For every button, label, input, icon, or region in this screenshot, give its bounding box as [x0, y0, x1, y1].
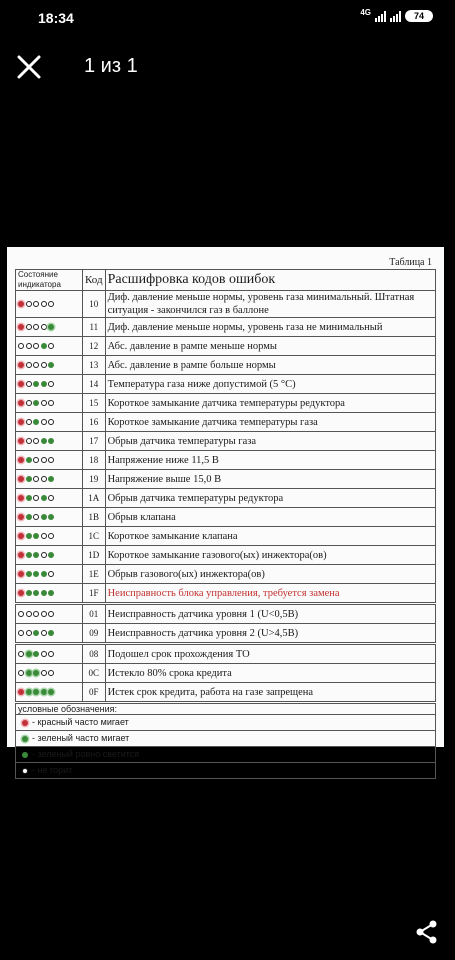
indicator-led-icon [18, 670, 24, 676]
indicator-led-icon [33, 611, 39, 617]
indicator-cell [16, 337, 83, 356]
error-description: Абс. давление в рампе меньше нормы [105, 337, 435, 356]
indicator-led-icon [33, 630, 39, 636]
error-code: 1А [83, 489, 106, 508]
indicator-led-icon [48, 630, 54, 636]
indicator-led-icon [41, 651, 47, 657]
error-codes-table [15, 269, 436, 779]
indicator-cell [16, 644, 83, 664]
error-code: 09 [83, 624, 106, 644]
indicator-led-icon [48, 590, 54, 596]
error-code: 10 [83, 291, 106, 318]
indicator-led-icon [26, 552, 32, 558]
legend-led-icon [22, 752, 28, 758]
indicator-led-icon [48, 571, 54, 577]
indicator-led-icon [26, 400, 32, 406]
indicator-led-icon [33, 670, 39, 676]
signal-icon-2 [390, 11, 401, 22]
error-description: Истек срок кредита, работа на газе запрещена [105, 683, 435, 703]
error-code: 0С [83, 664, 106, 683]
indicator-led-icon [41, 533, 47, 539]
indicator-led-icon [33, 495, 39, 501]
legend-label: - красный часто мигает [32, 717, 129, 727]
status-time: 18:34 [38, 10, 74, 26]
battery-icon: 74 [405, 10, 433, 22]
indicator-led-icon [18, 651, 24, 657]
indicator-led-icon [41, 571, 47, 577]
indicator-led-icon [41, 476, 47, 482]
indicator-led-icon [41, 343, 47, 349]
table-row [16, 508, 436, 527]
table-row [16, 375, 436, 394]
table-row [16, 470, 436, 489]
indicator-led-icon [33, 324, 39, 330]
indicator-led-icon [26, 630, 32, 636]
image-counter: 1 из 1 [84, 55, 138, 77]
indicator-led-icon [18, 689, 24, 695]
table-row [16, 291, 436, 318]
indicator-led-icon [48, 324, 54, 330]
indicator-led-icon [18, 533, 24, 539]
indicator-led-icon [26, 571, 32, 577]
indicator-led-icon [41, 590, 47, 596]
error-description: Абс. давление в рампе больше нормы [105, 356, 435, 375]
indicator-led-icon [41, 400, 47, 406]
indicator-cell [16, 508, 83, 527]
viewer-app-bar [0, 44, 455, 90]
error-description: Обрыв датчика температуры газа [105, 432, 435, 451]
error-description: Неисправность датчика уровня 1 (U<0,5В) [105, 604, 435, 624]
indicator-cell [16, 318, 83, 337]
indicator-led-icon [18, 438, 24, 444]
indicator-led-icon [33, 400, 39, 406]
indicator-led-icon [48, 552, 54, 558]
legend-item [16, 747, 436, 763]
error-description: Температура газа ниже допустимой (5 °С) [105, 375, 435, 394]
error-description: Обрыв газового(ых) инжектора(ов) [105, 565, 435, 584]
indicator-led-icon [33, 552, 39, 558]
error-description: Обрыв датчика температуры редуктора [105, 489, 435, 508]
table-row [16, 489, 436, 508]
error-code: 0F [83, 683, 106, 703]
indicator-cell [16, 527, 83, 546]
indicator-led-icon [48, 362, 54, 368]
indicator-led-icon [26, 611, 32, 617]
signal-icon [375, 11, 386, 22]
indicator-cell [16, 584, 83, 604]
indicator-led-icon [26, 438, 32, 444]
indicator-led-icon [48, 438, 54, 444]
error-description: Короткое замыкание датчика температуры редуктора [105, 394, 435, 413]
legend-label: - зеленый ровно светится [32, 749, 140, 759]
error-code: 18 [83, 451, 106, 470]
indicator-led-icon [41, 457, 47, 463]
indicator-led-icon [41, 362, 47, 368]
indicator-led-icon [26, 533, 32, 539]
indicator-led-icon [18, 419, 24, 425]
legend-led-icon [22, 720, 28, 726]
legend-label: - зеленый часто мигает [32, 733, 130, 743]
error-description: Напряжение выше 15,0 В [105, 470, 435, 489]
legend-item [16, 715, 436, 731]
indicator-cell [16, 394, 83, 413]
error-code: 19 [83, 470, 106, 489]
error-description: Напряжение ниже 11,5 В [105, 451, 435, 470]
indicator-cell [16, 546, 83, 565]
indicator-led-icon [41, 419, 47, 425]
indicator-led-icon [18, 514, 24, 520]
indicator-led-icon [33, 438, 39, 444]
indicator-led-icon [18, 381, 24, 387]
indicator-led-icon [26, 514, 32, 520]
indicator-led-icon [18, 571, 24, 577]
indicator-led-icon [33, 457, 39, 463]
indicator-led-icon [48, 533, 54, 539]
status-icons [360, 7, 433, 22]
indicator-led-icon [41, 689, 47, 695]
indicator-led-icon [18, 611, 24, 617]
error-description: Подошел срок прохождения ТО [105, 644, 435, 664]
indicator-cell [16, 565, 83, 584]
indicator-led-icon [48, 419, 54, 425]
network-type: 4G [360, 7, 371, 17]
indicator-led-icon [18, 457, 24, 463]
legend-label: - не горит [32, 765, 73, 775]
indicator-led-icon [41, 630, 47, 636]
indicator-led-icon [48, 651, 54, 657]
indicator-cell [16, 356, 83, 375]
indicator-led-icon [26, 343, 32, 349]
indicator-led-icon [26, 590, 32, 596]
error-description: Короткое замыкание датчика температуры газа [105, 413, 435, 432]
header-description: Расшифровка кодов ошибок [105, 270, 435, 291]
error-description: Обрыв клапана [105, 508, 435, 527]
indicator-led-icon [18, 324, 24, 330]
indicator-led-icon [48, 670, 54, 676]
status-bar [0, 0, 455, 38]
error-code: 01 [83, 604, 106, 624]
legend-led-icon [22, 768, 28, 774]
indicator-led-icon [18, 301, 24, 307]
indicator-led-icon [48, 301, 54, 307]
indicator-led-icon [18, 343, 24, 349]
error-code: 13 [83, 356, 106, 375]
table-row [16, 432, 436, 451]
indicator-cell [16, 451, 83, 470]
indicator-led-icon [33, 514, 39, 520]
indicator-led-icon [41, 495, 47, 501]
error-description: Короткое замыкание газового(ых) инжектора(ов) [105, 546, 435, 565]
indicator-led-icon [33, 301, 39, 307]
error-code: 14 [83, 375, 106, 394]
indicator-led-icon [33, 419, 39, 425]
table-row [16, 546, 436, 565]
indicator-led-icon [41, 611, 47, 617]
indicator-led-icon [26, 457, 32, 463]
error-code: 17 [83, 432, 106, 451]
indicator-led-icon [26, 324, 32, 330]
indicator-led-icon [33, 590, 39, 596]
legend-title: условные обозначения: [16, 703, 436, 715]
indicator-led-icon [26, 495, 32, 501]
table-row [16, 413, 436, 432]
indicator-led-icon [18, 400, 24, 406]
indicator-led-icon [33, 571, 39, 577]
indicator-led-icon [18, 495, 24, 501]
table-label: Таблица 1 [389, 257, 432, 268]
error-description: Диф. давление меньше нормы, уровень газа минимальный. Штатная ситуация - закончился газ в баллоне [105, 291, 435, 318]
close-icon [14, 52, 44, 82]
error-code: 12 [83, 337, 106, 356]
table-row [16, 451, 436, 470]
indicator-led-icon [26, 689, 32, 695]
indicator-cell [16, 470, 83, 489]
indicator-led-icon [26, 476, 32, 482]
error-code: 1С [83, 527, 106, 546]
indicator-led-icon [33, 533, 39, 539]
error-code: 1Е [83, 565, 106, 584]
close-button[interactable] [14, 52, 44, 82]
indicator-led-icon [18, 552, 24, 558]
indicator-cell [16, 291, 83, 318]
indicator-cell [16, 624, 83, 644]
indicator-cell [16, 604, 83, 624]
header-code: Код [83, 270, 106, 291]
error-description: Неисправность датчика уровня 2 (U>4,5В) [105, 624, 435, 644]
indicator-led-icon [48, 457, 54, 463]
legend-title-row [16, 703, 436, 715]
table-row [16, 664, 436, 683]
indicator-led-icon [41, 381, 47, 387]
share-icon [414, 918, 440, 946]
table-row [16, 644, 436, 664]
error-code: 16 [83, 413, 106, 432]
indicator-led-icon [41, 324, 47, 330]
error-code: 1D [83, 546, 106, 565]
indicator-led-icon [18, 362, 24, 368]
indicator-cell [16, 664, 83, 683]
indicator-led-icon [33, 343, 39, 349]
legend-led-icon [22, 736, 28, 742]
indicator-cell [16, 375, 83, 394]
table-row [16, 604, 436, 624]
legend-item [16, 763, 436, 779]
table-header-row [16, 270, 436, 291]
indicator-led-icon [26, 651, 32, 657]
share-button[interactable] [414, 918, 440, 946]
indicator-led-icon [48, 381, 54, 387]
indicator-led-icon [41, 514, 47, 520]
table-row [16, 683, 436, 703]
error-description: Неисправность блока управления, требуется замена [105, 584, 435, 604]
indicator-led-icon [33, 476, 39, 482]
indicator-led-icon [48, 611, 54, 617]
error-code: 1В [83, 508, 106, 527]
table-row [16, 584, 436, 604]
indicator-led-icon [41, 301, 47, 307]
indicator-led-icon [18, 630, 24, 636]
indicator-led-icon [26, 670, 32, 676]
indicator-led-icon [41, 552, 47, 558]
indicator-led-icon [26, 362, 32, 368]
table-row [16, 356, 436, 375]
document-image [7, 247, 444, 775]
indicator-led-icon [41, 438, 47, 444]
indicator-led-icon [33, 362, 39, 368]
indicator-led-icon [18, 590, 24, 596]
table-row [16, 527, 436, 546]
error-code: 15 [83, 394, 106, 413]
indicator-cell [16, 432, 83, 451]
error-description: Диф. давление меньше нормы, уровень газа не минимальный [105, 318, 435, 337]
indicator-led-icon [48, 689, 54, 695]
indicator-led-icon [26, 381, 32, 387]
legend-item [16, 731, 436, 747]
header-indicator: Состояние индикатора [16, 270, 83, 291]
table-row [16, 394, 436, 413]
indicator-led-icon [48, 514, 54, 520]
indicator-led-icon [48, 495, 54, 501]
indicator-led-icon [41, 670, 47, 676]
error-description: Истекло 80% срока кредита [105, 664, 435, 683]
indicator-led-icon [33, 689, 39, 695]
indicator-led-icon [48, 343, 54, 349]
indicator-led-icon [33, 381, 39, 387]
error-description: Короткое замыкание клапана [105, 527, 435, 546]
indicator-cell [16, 413, 83, 432]
table-row [16, 318, 436, 337]
indicator-led-icon [26, 419, 32, 425]
table-row [16, 624, 436, 644]
error-code: 11 [83, 318, 106, 337]
indicator-cell [16, 489, 83, 508]
indicator-led-icon [33, 651, 39, 657]
indicator-led-icon [26, 301, 32, 307]
error-code: 1F [83, 584, 106, 604]
indicator-led-icon [18, 476, 24, 482]
error-code: 08 [83, 644, 106, 664]
indicator-led-icon [48, 400, 54, 406]
table-row [16, 565, 436, 584]
indicator-cell [16, 683, 83, 703]
indicator-led-icon [48, 476, 54, 482]
table-row [16, 337, 436, 356]
